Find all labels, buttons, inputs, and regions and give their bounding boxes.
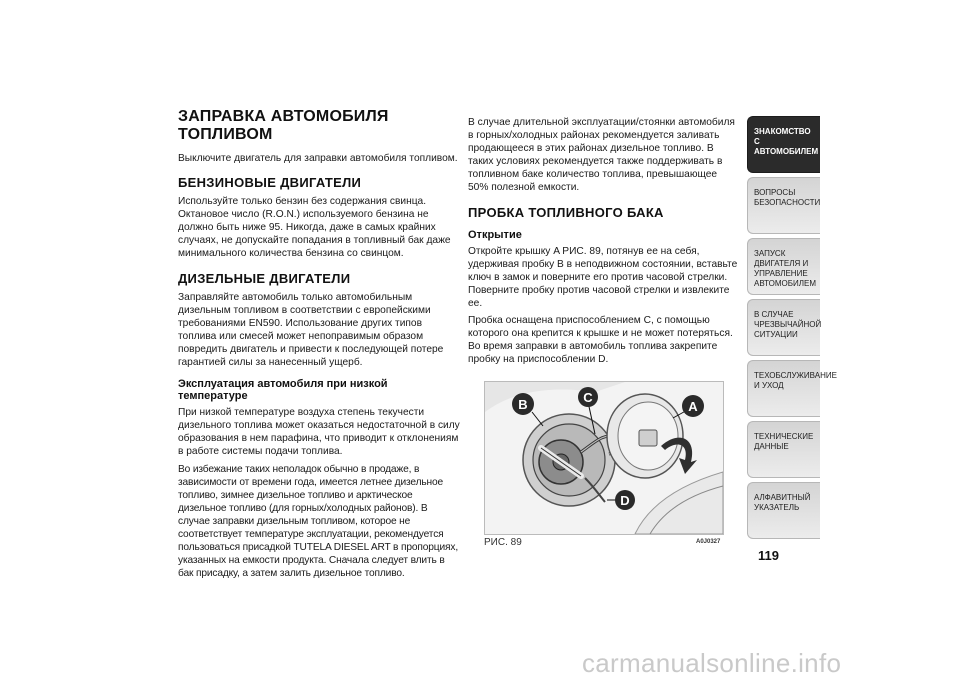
tab-starting-driving[interactable]: ЗАПУСК ДВИГАТЕЛЯ И УПРАВЛЕНИЕ АВТОМОБИЛЕМ [747,238,820,295]
svg-text:C: C [583,390,593,405]
callout-d [615,490,635,510]
svg-text:D: D [620,493,630,508]
svg-text:A: A [688,399,698,414]
page-number: 119 [758,548,779,563]
tab-introduction[interactable]: ЗНАКОМСТВО С АВТОМОБИЛЕМ [747,116,820,173]
lowtemp-paragraph-1: При низкой температуре воздуха степень текучести дизельного топлива может оказаться недостаточной в силу образования в нем парафина, что приводит к отклонениям в работе системы подачи топлива. [178,407,460,458]
svg-text:B: B [518,397,528,412]
tab-maintenance[interactable]: ТЕХОБСЛУЖИВАНИЕ И УХОД [747,360,820,417]
opening-paragraph-2: Пробка оснащена приспособлением C, с помощью которого она крепится к крышке и не может потеряться. Во время заправки в автомобиль топлива закрепите пробку на приспособлении D. [468,315,733,366]
gasoline-heading: БЕНЗИНОВЫЕ ДВИГАТЕЛИ [178,175,362,191]
fuel-cap-heading: ПРОБКА ТОПЛИВНОГО БАКА [468,204,664,220]
chapter-tabs [747,116,837,543]
intro-paragraph: Выключите двигатель для заправки автомобиля топливом. [178,153,458,164]
opening-heading: Открытие [468,228,522,241]
figure-code: A0J0327 [696,539,721,545]
opening-paragraph-1: Откройте крышку A РИС. 89, потянув ее на себя, удерживая пробку B в неподвижном состоянии, вставьте ключ в замок и поверните его против часовой стрелки. Поверните пробку против часовой стрелки и извлеките ее. [468,245,738,309]
diesel-paragraph: Заправляйте автомобиль только автомобильным дизельным топливом в соответствии с европейскими требованиями EN590. Использование других типов топлива или смесей может непоправимым образом повредить двигатель и привести к последующей потере гарантией силы за нанесенный ущерб. [178,291,444,369]
callout-a [682,395,704,417]
tab-emergency[interactable]: В СЛУЧАЕ ЧРЕЗВЫЧАЙНОЙ СИТУАЦИИ [747,299,820,356]
tab-safety[interactable]: ВОПРОСЫ БЕЗОПАСНОСТИ [747,177,820,234]
callout-c [578,387,598,407]
left-column [178,108,460,584]
tab-index[interactable]: АЛФАВИТНЫЙ УКАЗАТЕЛЬ [747,482,820,539]
fuel-cap-figure [484,381,724,535]
tab-technical-data[interactable]: ТЕХНИЧЕСКИЕ ДАННЫЕ [747,421,820,478]
lowtemp-paragraph-2: Во избежание таких неполадок обычно в продаже, в зависимости от времени года, имеется летнее дизельное топливо, зимнее дизельное топливо и арктическое дизельное топливо (для горных/холодных районов). В случае заправки дизельным топливом, которое не соответствует температуре эксплуатации, рекомендуется пользоваться присадкой TUTELA DIESEL ART в пропорциях, указанных на емкости продукта. Сначала следует влить в бак присадку, а затем залить дизельное топливо. [178,463,459,580]
right-column [468,116,740,370]
lowtemp-heading: Эксплуатация автомобиля при низкой температуре [178,378,388,403]
fuel-cap-illustration [485,382,723,534]
callout-b [512,393,534,415]
watermark: carmanualsonline.info [582,648,842,678]
diesel-heading: ДИЗЕЛЬНЫЕ ДВИГАТЕЛИ [178,270,351,286]
page-title: ЗАПРАВКА АВТОМОБИЛЯ ТОПЛИВОМ [178,108,389,143]
gasoline-paragraph: Используйте только бензин без содержания свинца. Октановое число (R.O.N.) используемого бензина не должно быть ниже 95. Никогда, даже в самых крайних случаях, не допускайте попадания в топливный бак даже минимального количества бензина со свинцом. [178,196,451,260]
figure-caption: РИС. 89 [484,537,522,548]
mountain-paragraph: В случае длительной эксплуатации/стоянки автомобиля в горных/холодных районах рекомендуется заливать продающееся в этих районах дизельное топливо. В таких условиях рекомендуется также поддерживать в топливном баке количество топлива, превышающее 50% полезной емкости. [468,117,735,194]
